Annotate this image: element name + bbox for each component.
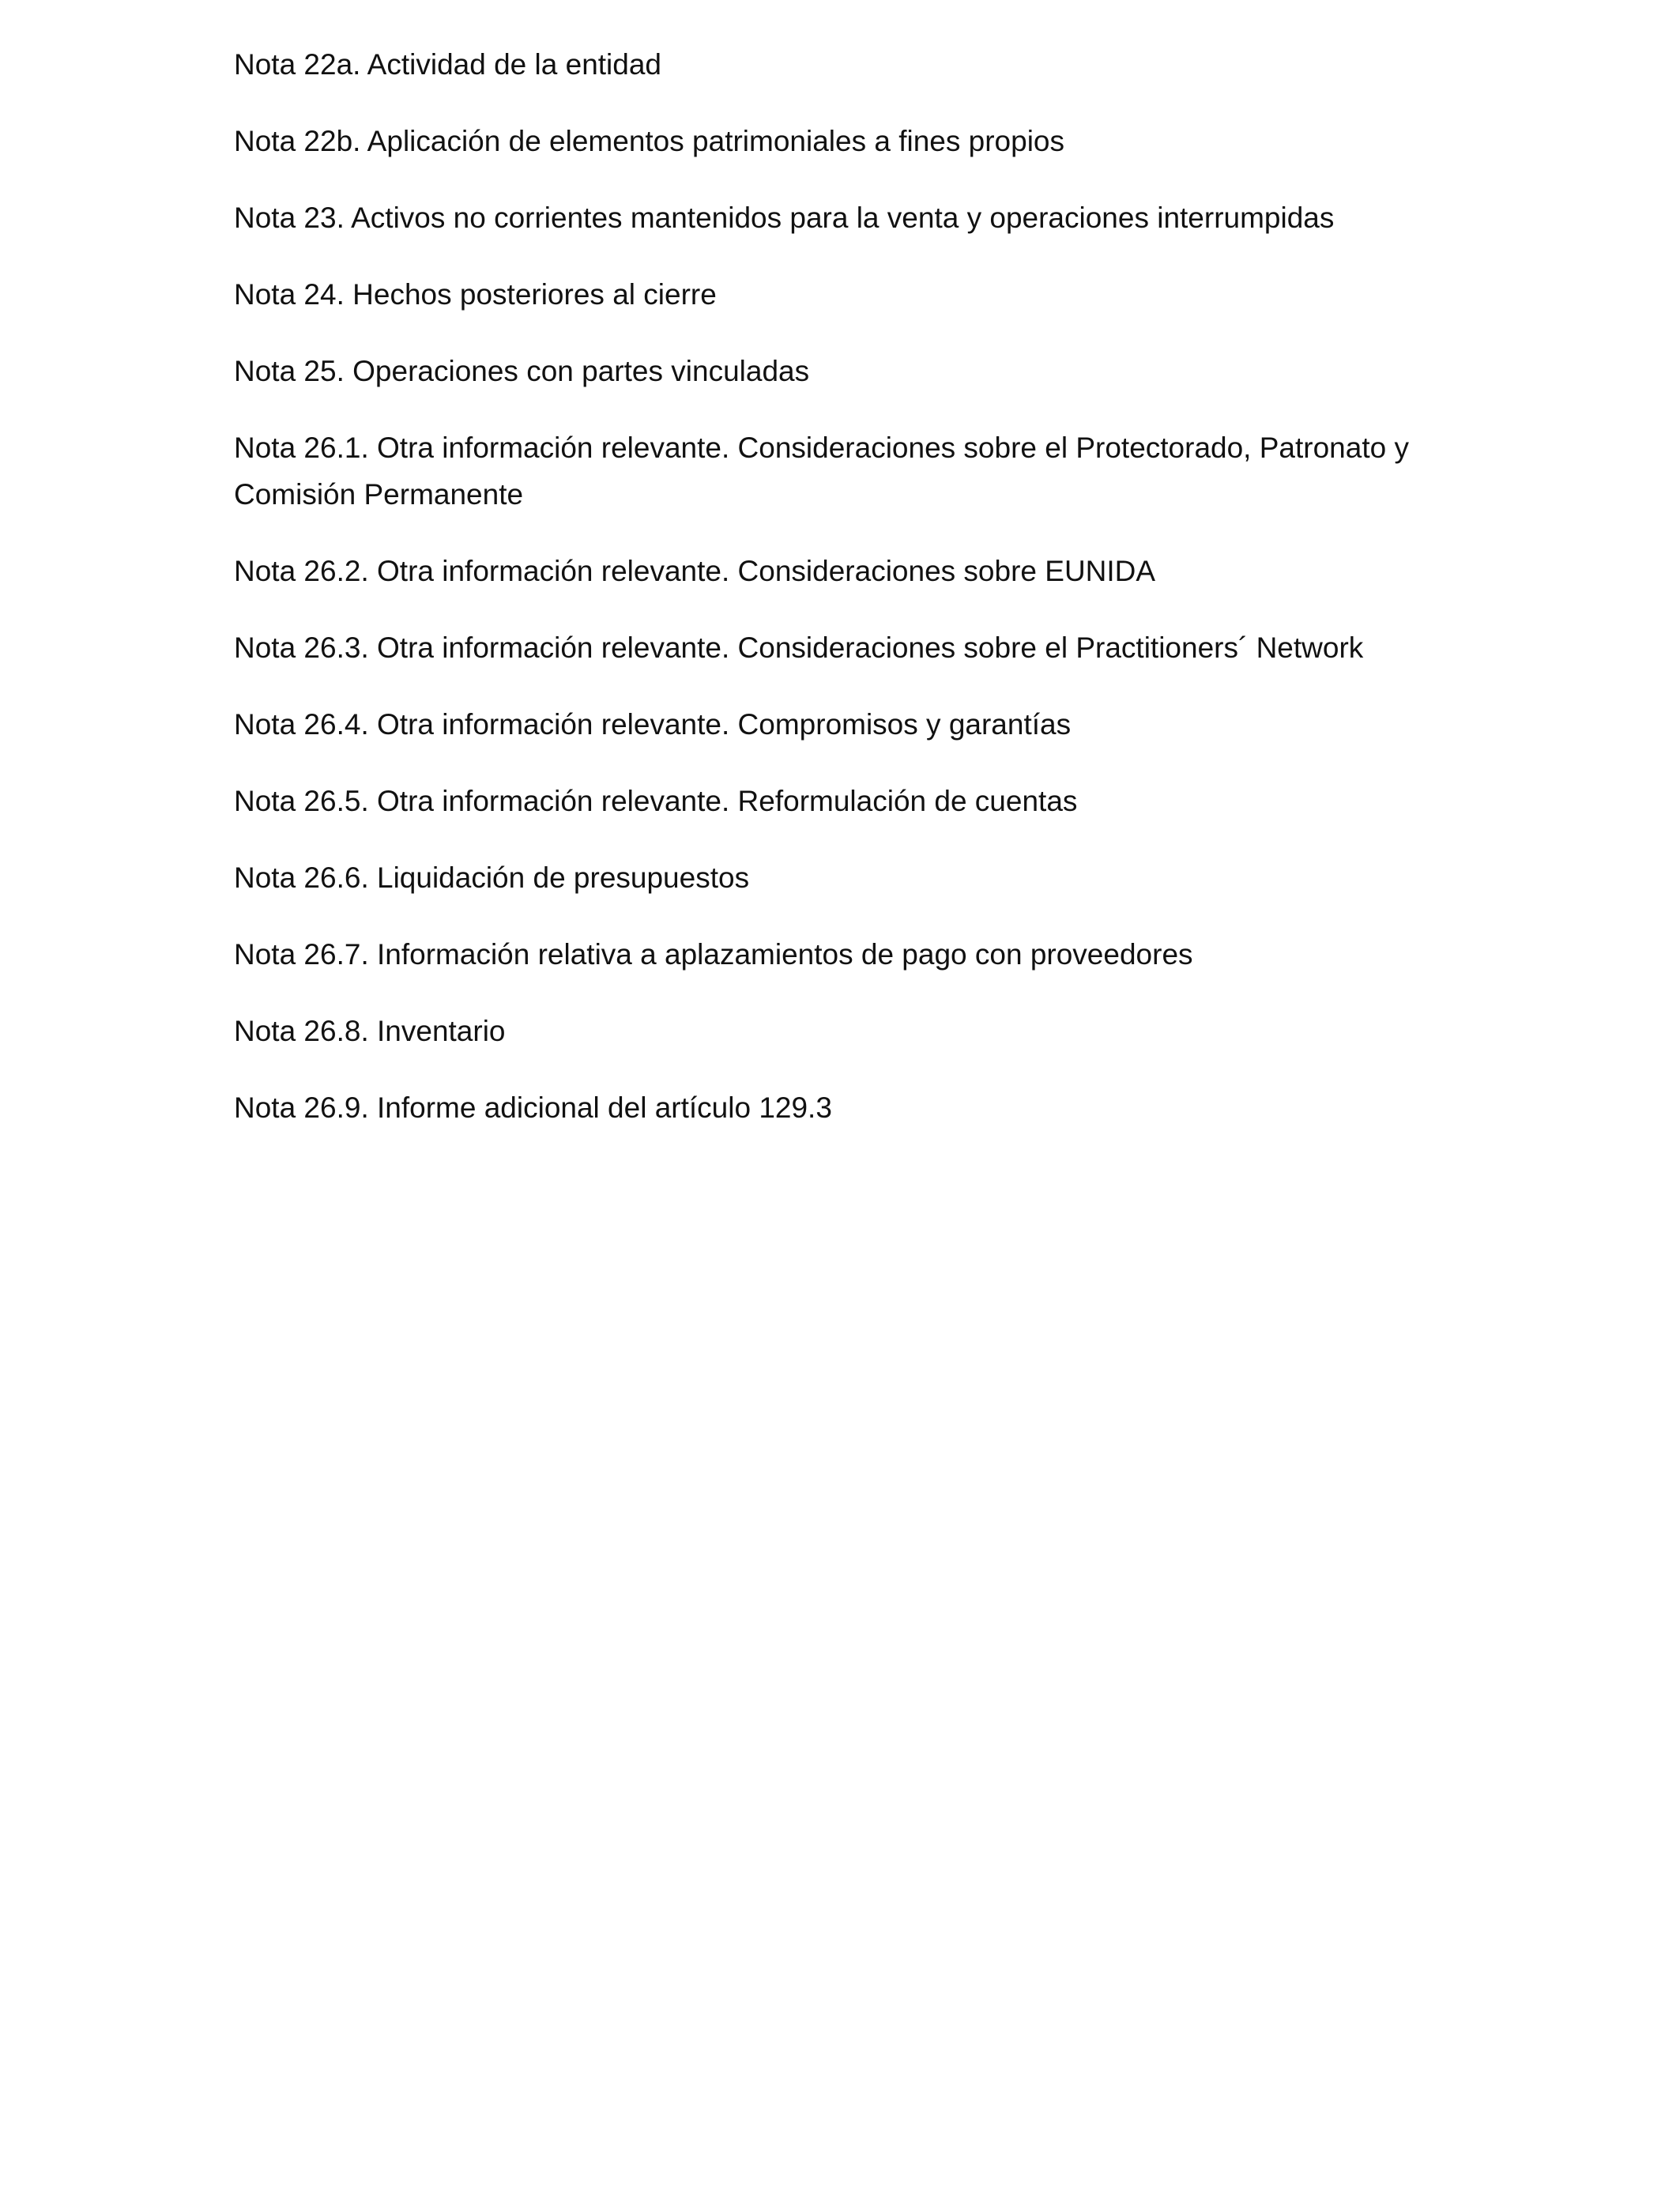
note-item-25: Nota 25. Operaciones con partes vinculadas: [234, 355, 810, 387]
note-item-26-3: Nota 26.3. Otra información relevante. Consideraciones sobre el Practitioners´ Network: [234, 631, 1364, 664]
note-item-26-2: Nota 26.2. Otra información relevante. Consideraciones sobre EUNIDA: [234, 555, 1156, 587]
note-item-26-7: Nota 26.7. Información relativa a aplazamientos de pago con proveedores: [234, 938, 1193, 971]
note-item-26-9: Nota 26.9. Informe adicional del artículo 129.3: [234, 1091, 832, 1124]
note-item-26-5: Nota 26.5. Otra información relevante. Reformulación de cuentas: [234, 785, 1078, 817]
note-item-23: Nota 23. Activos no corrientes mantenidos para la venta y operaciones interrumpidas: [234, 202, 1335, 234]
note-item-24: Nota 24. Hechos posteriores al cierre: [234, 278, 717, 311]
note-item-26-4: Nota 26.4. Otra información relevante. Compromisos y garantías: [234, 708, 1072, 741]
note-item-22b: Nota 22b. Aplicación de elementos patrimoniales a fines propios: [234, 125, 1065, 157]
note-item-26-8: Nota 26.8. Inventario: [234, 1015, 506, 1047]
note-item-26-6: Nota 26.6. Liquidación de presupuestos: [234, 861, 750, 894]
note-item-26-1: Nota 26.1. Otra información relevante. Consideraciones sobre el Protectorado, Patronato y Comisión Permanente: [234, 432, 1409, 511]
note-item-22a: Nota 22a. Actividad de la entidad: [234, 48, 661, 81]
notes-list: [234, 41, 1498, 1161]
